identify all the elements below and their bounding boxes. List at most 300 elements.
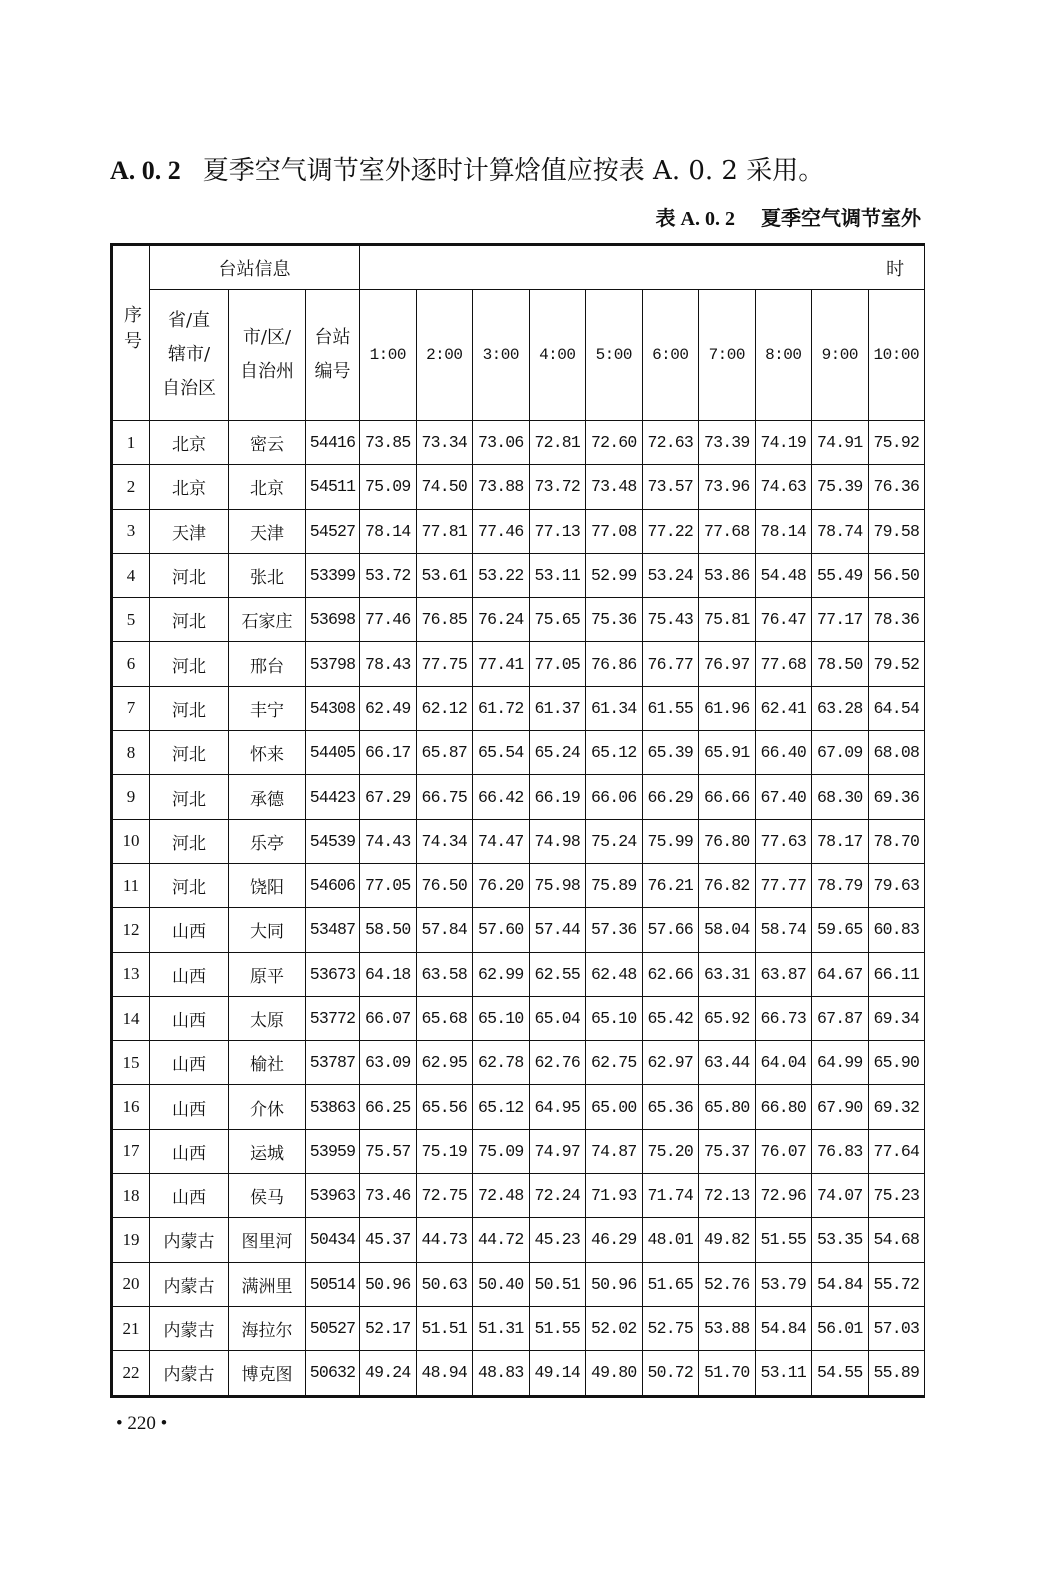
cell-enthalpy: 53.79 <box>755 1262 812 1306</box>
cell-province: 山西 <box>150 996 229 1040</box>
cell-station-id: 50514 <box>306 1262 360 1306</box>
cell-index: 2 <box>112 465 150 509</box>
cell-enthalpy: 63.87 <box>755 952 812 996</box>
cell-enthalpy: 75.36 <box>586 598 643 642</box>
cell-enthalpy: 51.55 <box>755 1218 812 1262</box>
cell-enthalpy: 78.79 <box>812 863 869 907</box>
cell-enthalpy: 76.21 <box>642 863 699 907</box>
header-hour-6: 6:00 <box>642 290 699 421</box>
table-row <box>112 1085 925 1129</box>
cell-enthalpy: 77.13 <box>529 509 586 553</box>
table-row <box>112 1351 925 1396</box>
cell-enthalpy: 77.46 <box>360 598 417 642</box>
cell-enthalpy: 55.49 <box>812 553 869 597</box>
cell-enthalpy: 69.32 <box>868 1085 925 1129</box>
cell-enthalpy: 45.37 <box>360 1218 417 1262</box>
header-hour-7: 7:00 <box>699 290 756 421</box>
enthalpy-table <box>110 243 925 1398</box>
cell-enthalpy: 50.96 <box>586 1262 643 1306</box>
cell-province: 河北 <box>150 775 229 819</box>
cell-enthalpy: 65.56 <box>416 1085 473 1129</box>
cell-enthalpy: 74.98 <box>529 819 586 863</box>
table-row <box>112 819 925 863</box>
cell-enthalpy: 75.81 <box>699 598 756 642</box>
cell-enthalpy: 66.75 <box>416 775 473 819</box>
cell-index: 1 <box>112 421 150 465</box>
cell-index: 15 <box>112 1041 150 1085</box>
cell-province: 河北 <box>150 553 229 597</box>
cell-enthalpy: 77.75 <box>416 642 473 686</box>
cell-enthalpy: 65.87 <box>416 731 473 775</box>
cell-enthalpy: 66.40 <box>755 731 812 775</box>
cell-index: 21 <box>112 1306 150 1350</box>
cell-enthalpy: 54.48 <box>755 553 812 597</box>
cell-enthalpy: 53.22 <box>473 553 530 597</box>
cell-enthalpy: 66.66 <box>699 775 756 819</box>
cell-enthalpy: 57.84 <box>416 908 473 952</box>
cell-enthalpy: 74.50 <box>416 465 473 509</box>
cell-enthalpy: 63.44 <box>699 1041 756 1085</box>
cell-enthalpy: 75.37 <box>699 1129 756 1173</box>
cell-enthalpy: 49.24 <box>360 1351 417 1396</box>
cell-enthalpy: 73.46 <box>360 1174 417 1218</box>
cell-enthalpy: 64.95 <box>529 1085 586 1129</box>
cell-enthalpy: 58.74 <box>755 908 812 952</box>
cell-enthalpy: 77.17 <box>812 598 869 642</box>
cell-enthalpy: 62.55 <box>529 952 586 996</box>
cell-enthalpy: 73.85 <box>360 421 417 465</box>
cell-enthalpy: 62.95 <box>416 1041 473 1085</box>
cell-enthalpy: 67.90 <box>812 1085 869 1129</box>
cell-enthalpy: 65.12 <box>586 731 643 775</box>
cell-station-id: 50527 <box>306 1306 360 1350</box>
cell-enthalpy: 69.36 <box>868 775 925 819</box>
clause-text: 夏季空气调节室外逐时计算焓值应按表 A. 0. 2 采用。 <box>202 156 825 186</box>
cell-enthalpy: 63.28 <box>812 686 869 730</box>
cell-enthalpy: 53.61 <box>416 553 473 597</box>
cell-enthalpy: 75.24 <box>586 819 643 863</box>
cell-enthalpy: 57.60 <box>473 908 530 952</box>
cell-enthalpy: 66.17 <box>360 731 417 775</box>
cell-enthalpy: 77.46 <box>473 509 530 553</box>
cell-station-id: 53772 <box>306 996 360 1040</box>
cell-city: 博克图 <box>229 1351 306 1396</box>
cell-enthalpy: 77.81 <box>416 509 473 553</box>
cell-enthalpy: 75.39 <box>812 465 869 509</box>
cell-enthalpy: 78.17 <box>812 819 869 863</box>
cell-enthalpy: 79.58 <box>868 509 925 553</box>
cell-enthalpy: 65.12 <box>473 1085 530 1129</box>
cell-enthalpy: 54.55 <box>812 1351 869 1396</box>
cell-enthalpy: 74.63 <box>755 465 812 509</box>
cell-enthalpy: 49.80 <box>586 1351 643 1396</box>
cell-enthalpy: 74.07 <box>812 1174 869 1218</box>
cell-city: 怀来 <box>229 731 306 775</box>
table-row <box>112 509 925 553</box>
cell-index: 4 <box>112 553 150 597</box>
cell-city: 满洲里 <box>229 1262 306 1306</box>
cell-province: 北京 <box>150 465 229 509</box>
cell-enthalpy: 52.99 <box>586 553 643 597</box>
cell-enthalpy: 51.31 <box>473 1306 530 1350</box>
cell-enthalpy: 46.29 <box>586 1218 643 1262</box>
cell-enthalpy: 51.65 <box>642 1262 699 1306</box>
cell-enthalpy: 69.34 <box>868 996 925 1040</box>
cell-enthalpy: 62.99 <box>473 952 530 996</box>
cell-province: 山西 <box>150 1129 229 1173</box>
cell-enthalpy: 75.43 <box>642 598 699 642</box>
cell-enthalpy: 66.80 <box>755 1085 812 1129</box>
cell-enthalpy: 59.65 <box>812 908 869 952</box>
cell-index: 22 <box>112 1351 150 1396</box>
table-row <box>112 553 925 597</box>
cell-enthalpy: 74.47 <box>473 819 530 863</box>
cell-station-id: 54405 <box>306 731 360 775</box>
cell-enthalpy: 74.91 <box>812 421 869 465</box>
cell-enthalpy: 76.86 <box>586 642 643 686</box>
cell-province: 河北 <box>150 819 229 863</box>
cell-enthalpy: 77.68 <box>699 509 756 553</box>
cell-enthalpy: 74.43 <box>360 819 417 863</box>
cell-enthalpy: 50.72 <box>642 1351 699 1396</box>
cell-province: 河北 <box>150 686 229 730</box>
cell-enthalpy: 53.86 <box>699 553 756 597</box>
cell-province: 河北 <box>150 642 229 686</box>
cell-enthalpy: 77.08 <box>586 509 643 553</box>
table-row <box>112 908 925 952</box>
cell-index: 5 <box>112 598 150 642</box>
cell-enthalpy: 74.34 <box>416 819 473 863</box>
cell-enthalpy: 73.96 <box>699 465 756 509</box>
cell-province: 山西 <box>150 1174 229 1218</box>
clause-heading <box>110 150 824 187</box>
cell-enthalpy: 76.85 <box>416 598 473 642</box>
cell-enthalpy: 55.72 <box>868 1262 925 1306</box>
cell-enthalpy: 49.82 <box>699 1218 756 1262</box>
cell-enthalpy: 50.96 <box>360 1262 417 1306</box>
cell-enthalpy: 73.39 <box>699 421 756 465</box>
cell-enthalpy: 72.13 <box>699 1174 756 1218</box>
cell-enthalpy: 55.89 <box>868 1351 925 1396</box>
table-row <box>112 863 925 907</box>
cell-index: 13 <box>112 952 150 996</box>
cell-station-id: 50434 <box>306 1218 360 1262</box>
table-row <box>112 1174 925 1218</box>
cell-enthalpy: 66.07 <box>360 996 417 1040</box>
cell-index: 3 <box>112 509 150 553</box>
cell-enthalpy: 73.72 <box>529 465 586 509</box>
table-row <box>112 1129 925 1173</box>
cell-index: 10 <box>112 819 150 863</box>
cell-enthalpy: 62.12 <box>416 686 473 730</box>
cell-enthalpy: 65.10 <box>473 996 530 1040</box>
cell-station-id: 54511 <box>306 465 360 509</box>
cell-enthalpy: 54.84 <box>755 1306 812 1350</box>
cell-enthalpy: 76.20 <box>473 863 530 907</box>
cell-enthalpy: 57.03 <box>868 1306 925 1350</box>
cell-enthalpy: 44.73 <box>416 1218 473 1262</box>
cell-enthalpy: 63.31 <box>699 952 756 996</box>
cell-enthalpy: 51.70 <box>699 1351 756 1396</box>
cell-enthalpy: 58.50 <box>360 908 417 952</box>
cell-enthalpy: 67.87 <box>812 996 869 1040</box>
table-row <box>112 686 925 730</box>
cell-enthalpy: 78.14 <box>755 509 812 553</box>
header-index: 序号 <box>112 245 150 421</box>
cell-enthalpy: 66.25 <box>360 1085 417 1129</box>
header-hour-8: 8:00 <box>755 290 812 421</box>
table-row <box>112 731 925 775</box>
cell-enthalpy: 64.04 <box>755 1041 812 1085</box>
cell-enthalpy: 63.58 <box>416 952 473 996</box>
cell-enthalpy: 49.14 <box>529 1351 586 1396</box>
cell-province: 山西 <box>150 1085 229 1129</box>
clause-number: A. 0. 2 <box>110 156 181 185</box>
cell-enthalpy: 78.74 <box>812 509 869 553</box>
cell-enthalpy: 75.65 <box>529 598 586 642</box>
cell-enthalpy: 78.14 <box>360 509 417 553</box>
cell-enthalpy: 67.29 <box>360 775 417 819</box>
cell-enthalpy: 62.75 <box>586 1041 643 1085</box>
cell-enthalpy: 52.17 <box>360 1306 417 1350</box>
cell-enthalpy: 62.78 <box>473 1041 530 1085</box>
cell-enthalpy: 66.42 <box>473 775 530 819</box>
cell-city: 太原 <box>229 996 306 1040</box>
table-row <box>112 996 925 1040</box>
cell-enthalpy: 68.08 <box>868 731 925 775</box>
cell-enthalpy: 76.50 <box>416 863 473 907</box>
cell-enthalpy: 52.76 <box>699 1262 756 1306</box>
cell-station-id: 53798 <box>306 642 360 686</box>
cell-enthalpy: 67.09 <box>812 731 869 775</box>
cell-enthalpy: 76.07 <box>755 1129 812 1173</box>
cell-city: 石家庄 <box>229 598 306 642</box>
cell-enthalpy: 48.94 <box>416 1351 473 1396</box>
table-row <box>112 598 925 642</box>
cell-station-id: 53487 <box>306 908 360 952</box>
cell-enthalpy: 53.24 <box>642 553 699 597</box>
cell-city: 天津 <box>229 509 306 553</box>
cell-enthalpy: 56.01 <box>812 1306 869 1350</box>
cell-enthalpy: 50.51 <box>529 1262 586 1306</box>
table-row <box>112 952 925 996</box>
header-station-info: 台站信息 <box>150 245 360 290</box>
cell-enthalpy: 75.23 <box>868 1174 925 1218</box>
cell-province: 内蒙古 <box>150 1351 229 1396</box>
table-row <box>112 1218 925 1262</box>
cell-enthalpy: 53.11 <box>529 553 586 597</box>
cell-enthalpy: 60.83 <box>868 908 925 952</box>
cell-index: 19 <box>112 1218 150 1262</box>
cell-enthalpy: 77.68 <box>755 642 812 686</box>
cell-enthalpy: 78.70 <box>868 819 925 863</box>
header-hour-1: 1:00 <box>360 290 417 421</box>
cell-enthalpy: 65.68 <box>416 996 473 1040</box>
cell-enthalpy: 61.96 <box>699 686 756 730</box>
cell-enthalpy: 72.75 <box>416 1174 473 1218</box>
cell-enthalpy: 68.30 <box>812 775 869 819</box>
cell-province: 内蒙古 <box>150 1262 229 1306</box>
cell-city: 侯马 <box>229 1174 306 1218</box>
cell-enthalpy: 57.44 <box>529 908 586 952</box>
cell-enthalpy: 48.83 <box>473 1351 530 1396</box>
cell-enthalpy: 77.05 <box>360 863 417 907</box>
cell-enthalpy: 74.19 <box>755 421 812 465</box>
cell-enthalpy: 61.34 <box>586 686 643 730</box>
cell-enthalpy: 73.34 <box>416 421 473 465</box>
cell-enthalpy: 51.51 <box>416 1306 473 1350</box>
cell-enthalpy: 76.97 <box>699 642 756 686</box>
cell-enthalpy: 65.00 <box>586 1085 643 1129</box>
cell-city: 海拉尔 <box>229 1306 306 1350</box>
cell-enthalpy: 75.98 <box>529 863 586 907</box>
cell-enthalpy: 79.63 <box>868 863 925 907</box>
cell-index: 18 <box>112 1174 150 1218</box>
header-hour-5: 5:00 <box>586 290 643 421</box>
cell-city: 邢台 <box>229 642 306 686</box>
table-row <box>112 1041 925 1085</box>
table-number: 表 A. 0. 2 <box>655 208 735 230</box>
cell-city: 密云 <box>229 421 306 465</box>
cell-station-id: 54539 <box>306 819 360 863</box>
table-row <box>112 642 925 686</box>
cell-enthalpy: 57.36 <box>586 908 643 952</box>
header-province: 省/直辖市/自治区 <box>150 290 229 421</box>
cell-enthalpy: 72.24 <box>529 1174 586 1218</box>
cell-enthalpy: 75.09 <box>473 1129 530 1173</box>
cell-enthalpy: 62.97 <box>642 1041 699 1085</box>
header-station-id: 台站编号 <box>306 290 360 421</box>
cell-station-id: 54606 <box>306 863 360 907</box>
cell-enthalpy: 64.67 <box>812 952 869 996</box>
cell-city: 张北 <box>229 553 306 597</box>
cell-enthalpy: 76.83 <box>812 1129 869 1173</box>
cell-station-id: 53863 <box>306 1085 360 1129</box>
cell-city: 介休 <box>229 1085 306 1129</box>
cell-enthalpy: 56.50 <box>868 553 925 597</box>
cell-enthalpy: 72.81 <box>529 421 586 465</box>
cell-enthalpy: 76.80 <box>699 819 756 863</box>
cell-enthalpy: 75.57 <box>360 1129 417 1173</box>
cell-enthalpy: 64.99 <box>812 1041 869 1085</box>
cell-enthalpy: 66.73 <box>755 996 812 1040</box>
cell-city: 丰宁 <box>229 686 306 730</box>
table-row <box>112 1306 925 1350</box>
cell-enthalpy: 78.43 <box>360 642 417 686</box>
cell-enthalpy: 75.99 <box>642 819 699 863</box>
cell-enthalpy: 62.76 <box>529 1041 586 1085</box>
cell-enthalpy: 75.09 <box>360 465 417 509</box>
cell-enthalpy: 66.19 <box>529 775 586 819</box>
cell-enthalpy: 73.57 <box>642 465 699 509</box>
header-hour: 时 <box>360 245 925 290</box>
cell-enthalpy: 57.66 <box>642 908 699 952</box>
cell-city: 图里河 <box>229 1218 306 1262</box>
cell-index: 17 <box>112 1129 150 1173</box>
cell-enthalpy: 51.55 <box>529 1306 586 1350</box>
cell-enthalpy: 66.11 <box>868 952 925 996</box>
table-caption <box>656 202 921 231</box>
cell-enthalpy: 45.23 <box>529 1218 586 1262</box>
cell-city: 榆社 <box>229 1041 306 1085</box>
cell-enthalpy: 61.37 <box>529 686 586 730</box>
cell-enthalpy: 65.80 <box>699 1085 756 1129</box>
cell-enthalpy: 65.36 <box>642 1085 699 1129</box>
cell-station-id: 53399 <box>306 553 360 597</box>
cell-enthalpy: 62.41 <box>755 686 812 730</box>
cell-enthalpy: 65.04 <box>529 996 586 1040</box>
cell-enthalpy: 62.49 <box>360 686 417 730</box>
cell-province: 河北 <box>150 863 229 907</box>
cell-enthalpy: 76.24 <box>473 598 530 642</box>
cell-enthalpy: 78.50 <box>812 642 869 686</box>
cell-enthalpy: 72.60 <box>586 421 643 465</box>
cell-enthalpy: 75.92 <box>868 421 925 465</box>
cell-city: 原平 <box>229 952 306 996</box>
cell-station-id: 53963 <box>306 1174 360 1218</box>
cell-enthalpy: 71.74 <box>642 1174 699 1218</box>
table-row <box>112 1262 925 1306</box>
cell-enthalpy: 78.36 <box>868 598 925 642</box>
cell-enthalpy: 48.01 <box>642 1218 699 1262</box>
cell-enthalpy: 65.10 <box>586 996 643 1040</box>
cell-enthalpy: 58.04 <box>699 908 756 952</box>
cell-station-id: 54527 <box>306 509 360 553</box>
cell-enthalpy: 63.09 <box>360 1041 417 1085</box>
cell-enthalpy: 65.92 <box>699 996 756 1040</box>
cell-enthalpy: 77.05 <box>529 642 586 686</box>
table-title: 夏季空气调节室外 <box>761 206 921 230</box>
cell-station-id: 53698 <box>306 598 360 642</box>
cell-enthalpy: 65.24 <box>529 731 586 775</box>
cell-index: 14 <box>112 996 150 1040</box>
cell-enthalpy: 62.66 <box>642 952 699 996</box>
cell-province: 北京 <box>150 421 229 465</box>
cell-city: 大同 <box>229 908 306 952</box>
cell-enthalpy: 65.39 <box>642 731 699 775</box>
cell-enthalpy: 66.06 <box>586 775 643 819</box>
cell-enthalpy: 44.72 <box>473 1218 530 1262</box>
cell-enthalpy: 74.97 <box>529 1129 586 1173</box>
cell-province: 内蒙古 <box>150 1306 229 1350</box>
cell-enthalpy: 61.72 <box>473 686 530 730</box>
cell-city: 饶阳 <box>229 863 306 907</box>
cell-enthalpy: 65.54 <box>473 731 530 775</box>
cell-province: 山西 <box>150 908 229 952</box>
cell-province: 河北 <box>150 598 229 642</box>
cell-station-id: 54423 <box>306 775 360 819</box>
page-number: • 220 • <box>116 1413 168 1434</box>
cell-city: 承德 <box>229 775 306 819</box>
cell-province: 内蒙古 <box>150 1218 229 1262</box>
cell-station-id: 53787 <box>306 1041 360 1085</box>
cell-station-id: 54416 <box>306 421 360 465</box>
cell-enthalpy: 62.48 <box>586 952 643 996</box>
cell-index: 6 <box>112 642 150 686</box>
cell-city: 北京 <box>229 465 306 509</box>
cell-station-id: 53959 <box>306 1129 360 1173</box>
cell-enthalpy: 54.84 <box>812 1262 869 1306</box>
table-row <box>112 421 925 465</box>
cell-index: 11 <box>112 863 150 907</box>
cell-enthalpy: 54.68 <box>868 1218 925 1262</box>
cell-enthalpy: 73.48 <box>586 465 643 509</box>
cell-enthalpy: 76.47 <box>755 598 812 642</box>
cell-enthalpy: 73.06 <box>473 421 530 465</box>
cell-index: 16 <box>112 1085 150 1129</box>
cell-enthalpy: 64.18 <box>360 952 417 996</box>
cell-enthalpy: 76.82 <box>699 863 756 907</box>
